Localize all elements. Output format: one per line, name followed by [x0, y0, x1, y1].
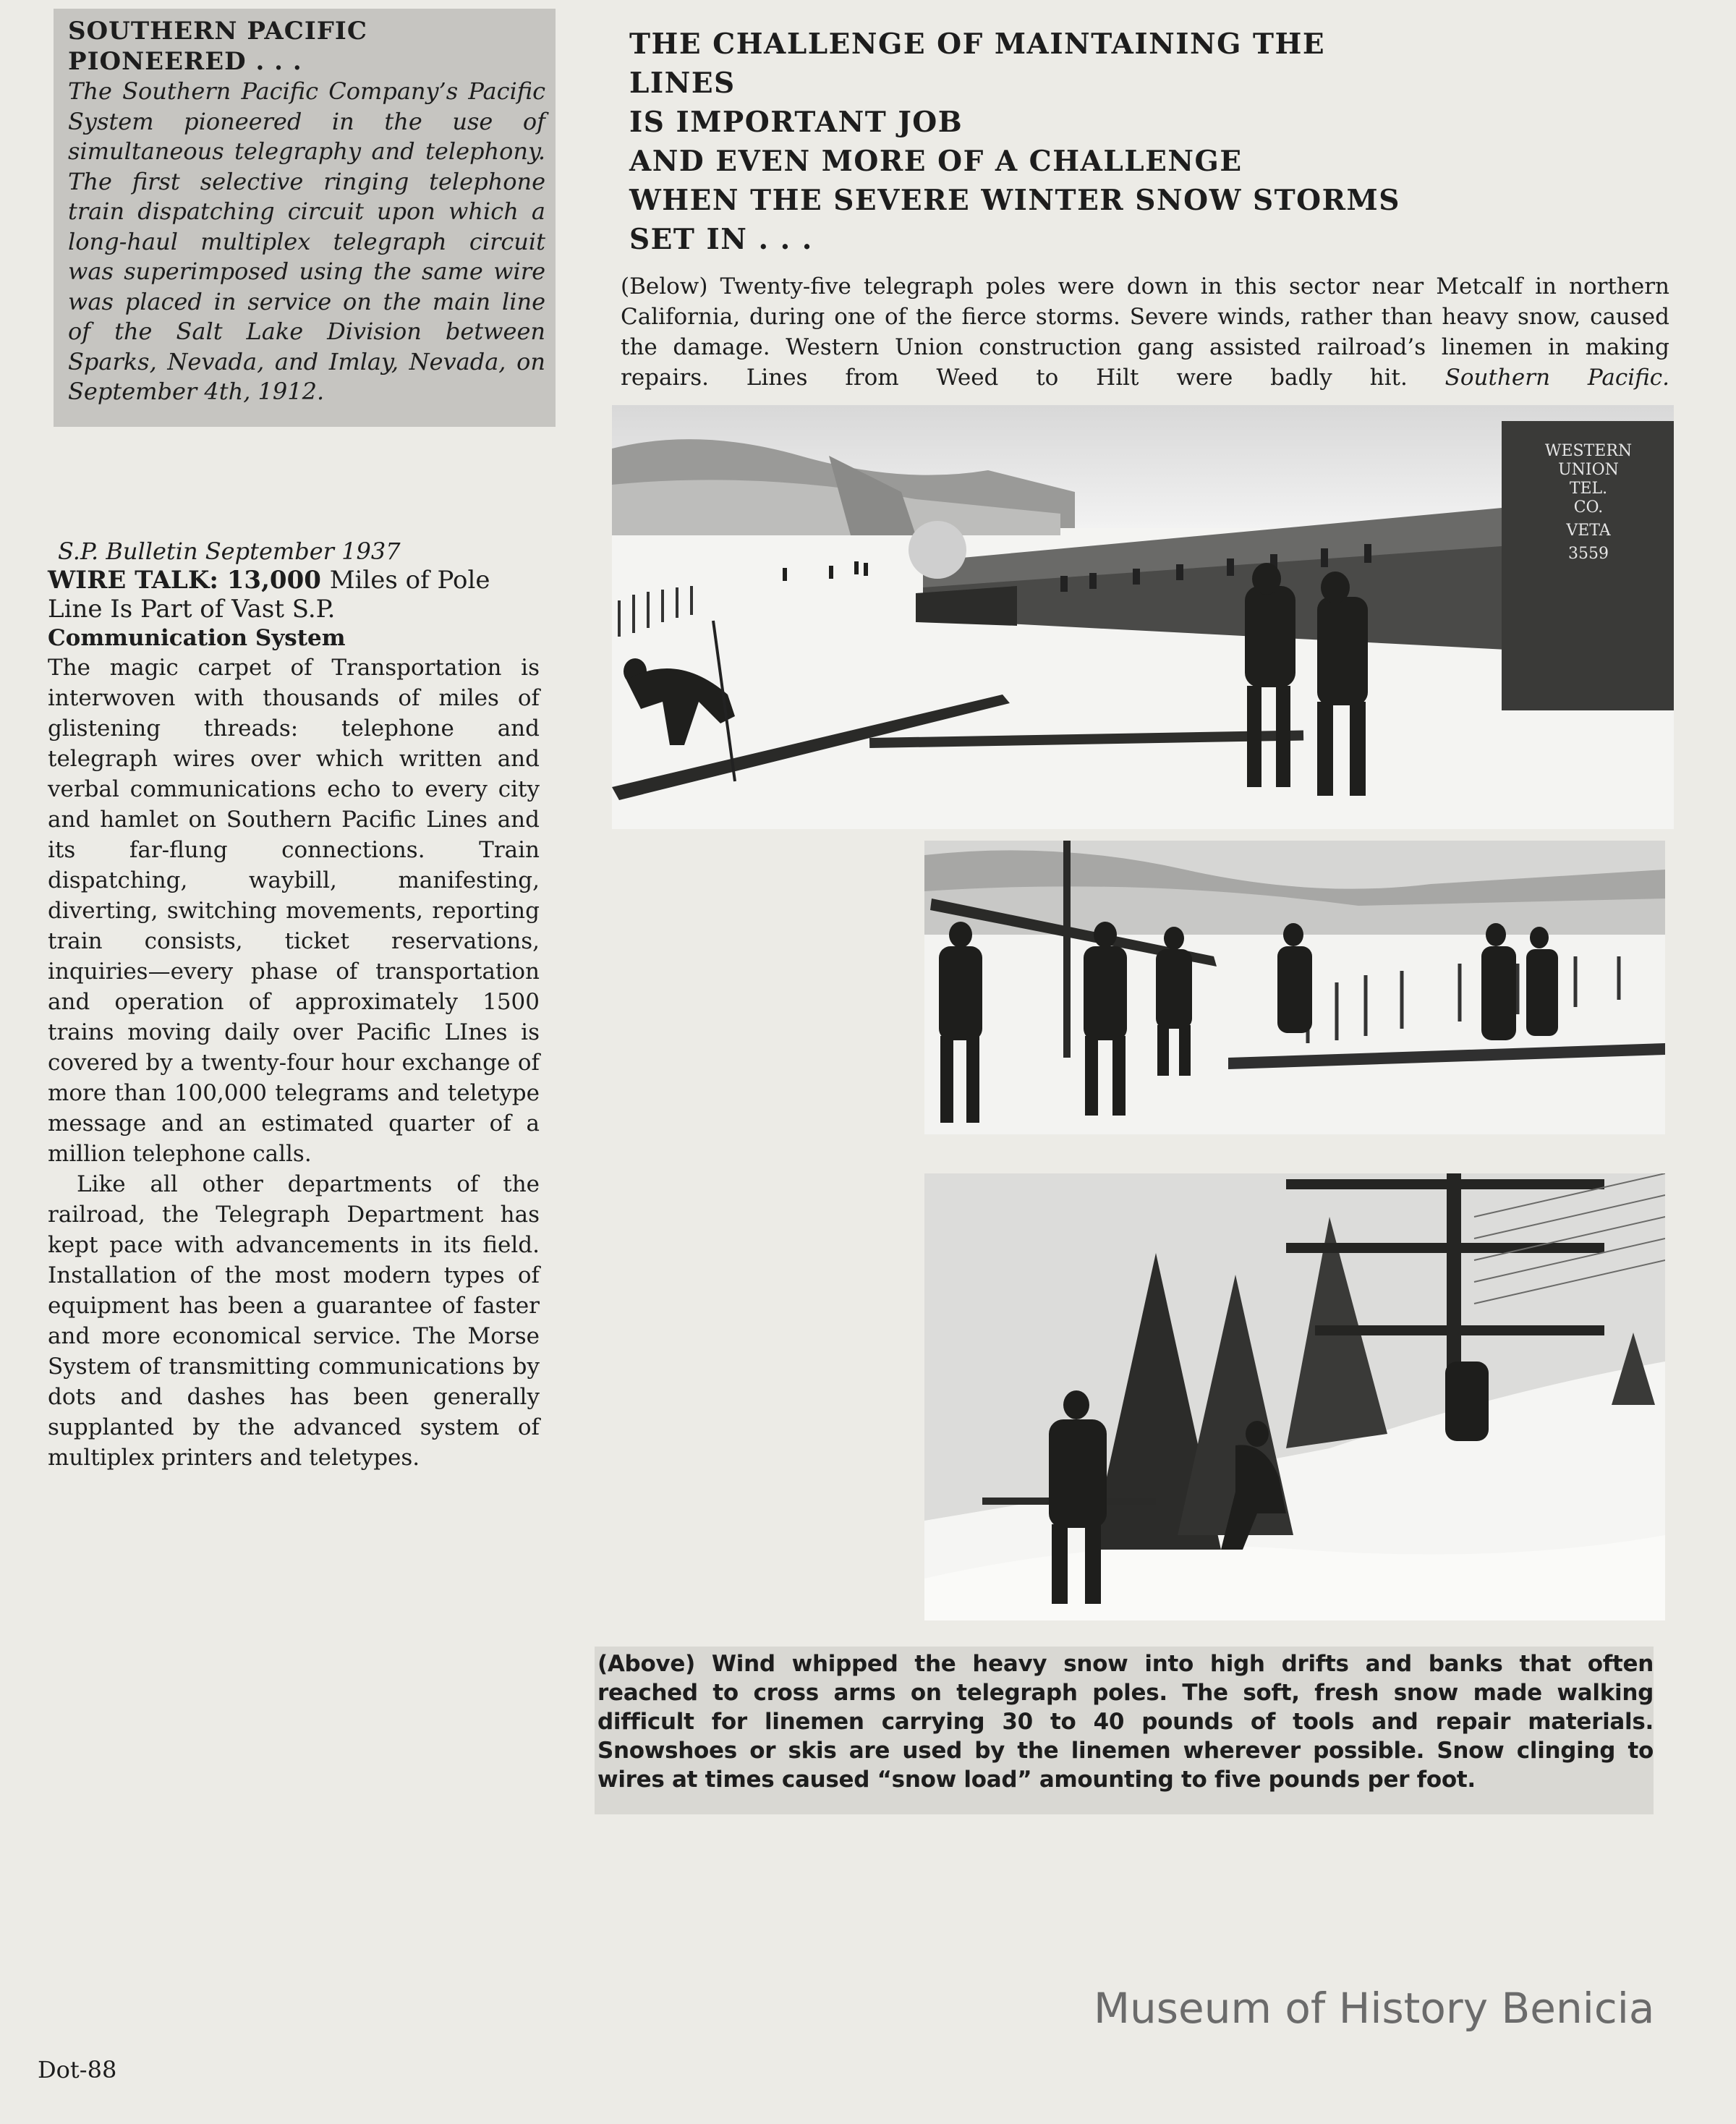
- caption-top-credit: Southern Pacific.: [1444, 365, 1670, 391]
- page-id: Dot-88: [38, 2056, 117, 2083]
- article-subhead: Communication System: [48, 625, 346, 651]
- article-headline-rest: Miles of Pole Line Is Part of Vast S.P.: [48, 566, 490, 624]
- caption-top: [621, 271, 1669, 393]
- photo-linemen-carrying-pole: [924, 841, 1665, 1134]
- caption-bottom-text: (Above) Wind whipped the heavy snow into high drifts and banks that often reached to cross arms on telegraph poles. The soft, fresh snow made walking difficult for linemen carrying 30 to 40 pounds of tools and repair materials. Snowshoes or skis are used by the linemen wherever possible. Snow clinging to wires at times caused “snow load” amounting to five pounds per foot.: [597, 1651, 1654, 1793]
- caption-top-text: (Below) Twenty-five telegraph poles were down in this sector near Metcalf in northern California, during one of the fierce storms. Severe winds, rather than heavy snow, caused the damage. Western Union construction gang assisted railroad’s linemen in making repairs. Lines from Weed to Hilt were badly hit.: [621, 273, 1669, 391]
- pioneered-sidebar: [54, 9, 556, 427]
- car-lettering-2: UNION: [1558, 461, 1619, 479]
- wire-talk-article: [48, 537, 540, 1473]
- car-lettering-1: WESTERN: [1544, 442, 1633, 460]
- article-headline-bold: WIRE TALK: 13,000: [48, 566, 321, 595]
- car-lettering-6: 3559: [1568, 545, 1609, 563]
- article-headline: [48, 566, 540, 624]
- article-source: S.P. Bulletin September 1937: [58, 538, 401, 565]
- article-paragraph-2: Like all other departments of the railroad, the Telegraph Department has kept pace with advancements in its field. Installation of the most modern types of equipment has been a guarantee of faster and more economical service. The Morse System of transmitting communications by dots and dashes has been generally supplanted by the advanced system of multiplex printers and teletypes.: [48, 1171, 540, 1471]
- sidebar-body: The Southern Pacific Company’s Pacific System pioneered in the use of simultaneous telegraphy and telephony. The first selective ringing telephone train dispatching circuit upon which a long-haul multiplex telegraph circuit was superimposed using the same wire was placed in service on the main line of the Salt Lake Division between Sparks, Nevada, and Imlay, Nevada, on September 4th, 1912.: [68, 77, 545, 405]
- car-lettering-5: VETA: [1566, 522, 1611, 540]
- headline: THE CHALLENGE OF MAINTAINING THE LINES IS IMPORTANT JOB AND EVEN MORE OF A CHALLENGE WHEN THE SEVERE WINTER SNOW STORMS SET IN . . .: [629, 27, 1400, 256]
- watermark: Museum of History Benicia: [1094, 1984, 1655, 2033]
- photo-snow-drifts: [924, 1173, 1665, 1620]
- photo-train-downed-poles: [612, 405, 1674, 829]
- car-lettering-3: TEL.: [1569, 480, 1608, 498]
- article-paragraph-1: The magic carpet of Transportation is interwoven with thousands of miles of glistening threads: telephone and telegraph wires over which written and verbal communications echo to every city and hamlet on Southern Pacific Lines and its far-flung connections. Train dispatching, waybill, manifesting, diverting, switching movements, reporting train consists, ticket reservations, inquiries—every phase of transportation and operation of approximately 1500 trains moving daily over Pacific LInes is covered by a twenty-four hour exchange of more than 100,000 telegrams and teletype message and an estimated quarter of a million telephone calls.: [48, 655, 540, 1167]
- car-lettering-4: CO.: [1573, 498, 1604, 517]
- sidebar-title: SOUTHERN PACIFIC PIONEERED . . .: [68, 17, 367, 76]
- caption-bottom: [595, 1647, 1654, 1814]
